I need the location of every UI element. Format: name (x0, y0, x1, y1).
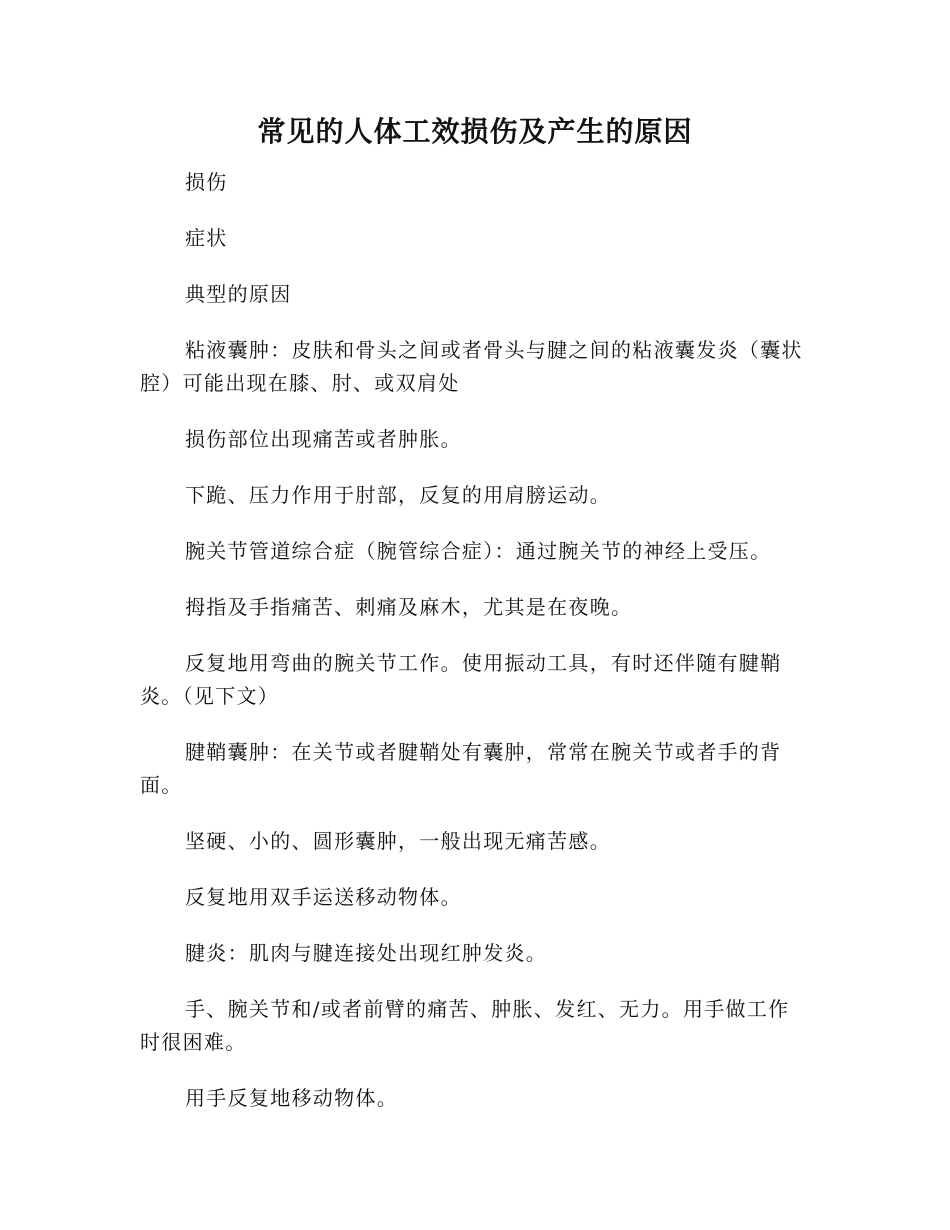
paragraph-cause-heading: 典型的原因 (185, 282, 292, 306)
paragraph-bursitis-symptom: 损伤部位出现痛苦或者肿胀。 (185, 427, 462, 451)
paragraph-injury-heading: 损伤 (185, 170, 228, 194)
paragraph-bursitis-cause: 下跪、压力作用于肘部，反复的用肩膀运动。 (185, 483, 611, 507)
paragraph-ganglion-definition: 腱鞘囊肿：在关节或者腱鞘处有囊肿，常常在腕关节或者手的背面。 (140, 740, 782, 797)
paragraph-carpal-tunnel-cause: 反复地用弯曲的腕关节工作。使用振动工具，有时还伴随有腱鞘炎。（见下文） (140, 651, 782, 708)
paragraph-bursitis-definition: 粘液囊肿：皮肤和骨头之间或者骨头与腱之间的粘液囊发炎（囊状腔）可能出现在膝、肘、或双肩处 (140, 338, 803, 395)
paragraph-tendinitis-definition: 腱炎：肌肉与腱连接处出现红肿发炎。 (185, 941, 548, 965)
paragraph-ganglion-cause: 反复地用双手运送移动物体。 (185, 885, 462, 909)
document-body (140, 166, 810, 1138)
paragraph-ganglion-symptom: 坚硬、小的、圆形囊肿，一般出现无痛苦感。 (185, 829, 611, 853)
paragraph-symptom-heading: 症状 (185, 226, 228, 250)
paragraph-carpal-tunnel-definition: 腕关节管道综合症（腕管综合症）：通过腕关节的神经上受压。 (185, 539, 772, 563)
paragraph-carpal-tunnel-symptom: 拇指及手指痛苦、刺痛及麻木，尤其是在夜晚。 (185, 595, 633, 619)
document-title: 常见的人体工效损伤及产生的原因 (257, 115, 693, 148)
paragraph-tendinitis-cause: 用手反复地移动物体。 (185, 1086, 398, 1110)
paragraph-tendinitis-symptom: 手、腕关节和/或者前臂的痛苦、肿胀、发红、无力。用手做工作时很困难。 (140, 997, 790, 1054)
